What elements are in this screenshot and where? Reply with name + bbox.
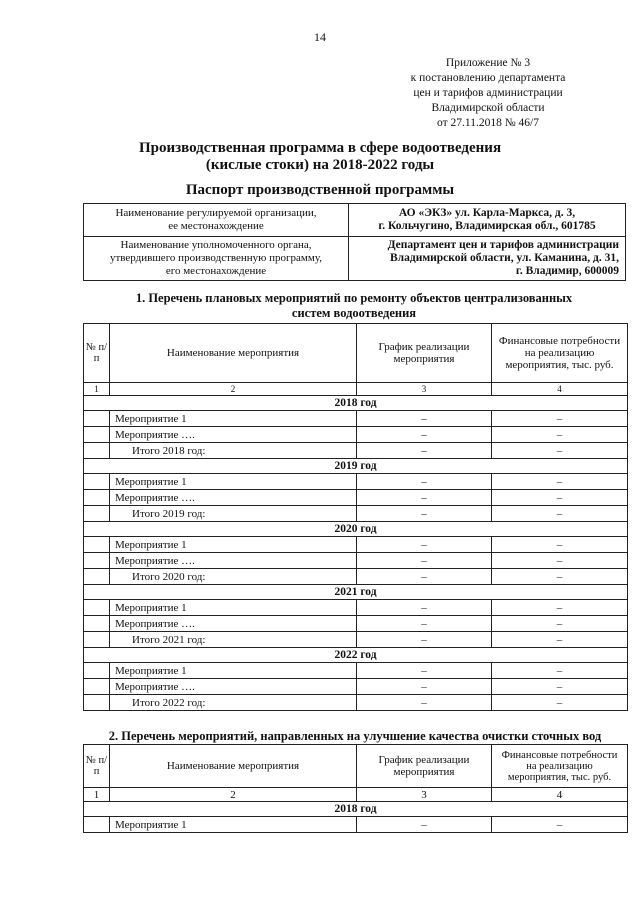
column-number: 1: [84, 788, 110, 802]
schedule-cell: –: [357, 474, 492, 490]
section1-body: [84, 396, 628, 711]
column-number: 1: [84, 383, 110, 396]
year-label: 2020 год: [84, 522, 628, 537]
table-row: [84, 427, 628, 443]
schedule-cell: –: [357, 443, 492, 459]
table-row: [84, 663, 628, 679]
table-row: [84, 474, 628, 490]
section2-body: [84, 802, 628, 833]
appendix-line: к постановлению департамента: [410, 72, 566, 84]
finance-cell: –: [492, 427, 628, 443]
measure-name: Мероприятие ….: [110, 679, 357, 695]
table-row: [84, 632, 628, 648]
row-number-cell: [84, 411, 110, 427]
finance-cell: –: [492, 817, 628, 833]
measure-name: Итого 2021 год:: [110, 632, 357, 648]
measure-name: Мероприятие 1: [110, 537, 357, 553]
year-label: 2022 год: [84, 648, 628, 663]
year-row: [84, 585, 628, 600]
column-number: 3: [357, 383, 492, 396]
title-line: (кислые стоки) на 2018-2022 годы: [205, 157, 435, 173]
year-label: 2019 год: [84, 459, 628, 474]
year-label: 2018 год: [84, 396, 628, 411]
section1-table: [83, 323, 628, 711]
header-finance: Финансовые потребности на реализацию мероприятия, тыс. руб.: [492, 745, 628, 788]
table-row: [84, 443, 628, 459]
row-number-cell: [84, 600, 110, 616]
year-label: 2021 год: [84, 585, 628, 600]
column-number-row: [84, 788, 628, 802]
schedule-cell: –: [357, 411, 492, 427]
measure-name: Мероприятие ….: [110, 427, 357, 443]
header-name: Наименование мероприятия: [110, 324, 357, 383]
row-number-cell: [84, 537, 110, 553]
passport-value: Департамент цен и тарифов администрации Владимирской области, ул. Каманина, д. 31, г. Владимир, 600009: [349, 237, 626, 281]
measure-name: Мероприятие 1: [110, 663, 357, 679]
year-row: [84, 802, 628, 817]
header-finance: Финансовые потребности на реализацию мероприятия, тыс. руб.: [492, 324, 628, 383]
measure-name: Мероприятие ….: [110, 616, 357, 632]
header-name: Наименование мероприятия: [110, 745, 357, 788]
measure-name: Мероприятие 1: [110, 600, 357, 616]
year-row: [84, 522, 628, 537]
table-row: [84, 616, 628, 632]
section1-title: 1. Перечень плановых мероприятий по ремонту объектов централизованных систем водоотведения: [135, 291, 573, 320]
schedule-cell: –: [357, 679, 492, 695]
measure-name: Мероприятие 1: [110, 411, 357, 427]
column-number: 2: [110, 788, 357, 802]
table-row: [84, 679, 628, 695]
finance-cell: –: [492, 679, 628, 695]
finance-cell: –: [492, 490, 628, 506]
measure-name: Итого 2020 год:: [110, 569, 357, 585]
row-number-cell: [84, 474, 110, 490]
finance-cell: –: [492, 474, 628, 490]
column-number: 4: [492, 788, 628, 802]
row-number-cell: [84, 695, 110, 711]
measure-name: Мероприятие 1: [110, 474, 357, 490]
column-number: 2: [110, 383, 357, 396]
table-row: [84, 490, 628, 506]
header-schedule: График реализации мероприятия: [357, 324, 492, 383]
row-number-cell: [84, 663, 110, 679]
passport-value: АО «ЭКЗ» ул. Карла-Маркса, д. 3, г. Кольчугино, Владимирская обл., 601785: [349, 204, 626, 237]
schedule-cell: –: [357, 663, 492, 679]
document-title: [0, 140, 640, 174]
schedule-cell: –: [357, 817, 492, 833]
header-num: № п/п: [84, 745, 110, 788]
finance-cell: –: [492, 443, 628, 459]
column-number: 4: [492, 383, 628, 396]
table-row: [84, 506, 628, 522]
measure-name: Мероприятие ….: [110, 553, 357, 569]
finance-cell: –: [492, 553, 628, 569]
row-number-cell: [84, 679, 110, 695]
table-row: [84, 817, 628, 833]
table-row: [84, 569, 628, 585]
year-row: [84, 648, 628, 663]
appendix-line: Владимирской области: [431, 102, 545, 114]
table-row: [84, 411, 628, 427]
schedule-cell: –: [357, 569, 492, 585]
finance-cell: –: [492, 411, 628, 427]
finance-cell: –: [492, 695, 628, 711]
year-row: [84, 459, 628, 474]
row-number-cell: [84, 506, 110, 522]
table-row: [84, 600, 628, 616]
measure-name: Мероприятие 1: [110, 817, 357, 833]
schedule-cell: –: [357, 537, 492, 553]
passport-title: Паспорт производственной программы: [185, 182, 455, 198]
schedule-cell: –: [357, 490, 492, 506]
schedule-cell: –: [357, 695, 492, 711]
row-number-cell: [84, 490, 110, 506]
row-number-cell: [84, 427, 110, 443]
passport-label: Наименование регулируемой организации, ее местонахождение: [84, 204, 349, 237]
row-number-cell: [84, 553, 110, 569]
table-header-row: [84, 324, 628, 383]
section2-table: [83, 744, 628, 833]
schedule-cell: –: [357, 600, 492, 616]
column-number-row: [84, 383, 628, 396]
row-number-cell: [84, 443, 110, 459]
table-row: [84, 553, 628, 569]
page-number: 14: [314, 30, 326, 44]
measure-name: Итого 2018 год:: [110, 443, 357, 459]
measure-name: Мероприятие ….: [110, 490, 357, 506]
schedule-cell: –: [357, 632, 492, 648]
passport-table: [83, 203, 626, 281]
schedule-cell: –: [357, 506, 492, 522]
passport-row: [84, 204, 626, 237]
schedule-cell: –: [357, 553, 492, 569]
appendix-line: Приложение № 3: [445, 57, 531, 69]
appendix-block: [358, 56, 618, 131]
table-header-row: [84, 745, 628, 788]
finance-cell: –: [492, 537, 628, 553]
row-number-cell: [84, 616, 110, 632]
title-line: Производственная программа в сфере водоотведения: [138, 140, 502, 156]
appendix-line: от 27.11.2018 № 46/7: [437, 117, 539, 129]
header-schedule: График реализации мероприятия: [357, 745, 492, 788]
finance-cell: –: [492, 600, 628, 616]
measure-name: Итого 2019 год:: [110, 506, 357, 522]
section2-title: 2. Перечень мероприятий, направленных на улучшение качества очистки сточных вод: [108, 729, 602, 743]
year-label: 2018 год: [84, 802, 628, 817]
row-number-cell: [84, 632, 110, 648]
table-row: [84, 695, 628, 711]
schedule-cell: –: [357, 427, 492, 443]
measure-name: Итого 2022 год:: [110, 695, 357, 711]
finance-cell: –: [492, 569, 628, 585]
row-number-cell: [84, 817, 110, 833]
finance-cell: –: [492, 632, 628, 648]
passport-label: Наименование уполномоченного органа, утвердившего производственную программу, его местонахождение: [84, 237, 349, 281]
year-row: [84, 396, 628, 411]
passport-row: [84, 237, 626, 281]
schedule-cell: –: [357, 616, 492, 632]
row-number-cell: [84, 569, 110, 585]
finance-cell: –: [492, 616, 628, 632]
appendix-line: цен и тарифов администрации: [413, 87, 563, 99]
table-row: [84, 537, 628, 553]
column-number: 3: [357, 788, 492, 802]
finance-cell: –: [492, 663, 628, 679]
finance-cell: –: [492, 506, 628, 522]
header-num: № п/п: [84, 324, 110, 383]
